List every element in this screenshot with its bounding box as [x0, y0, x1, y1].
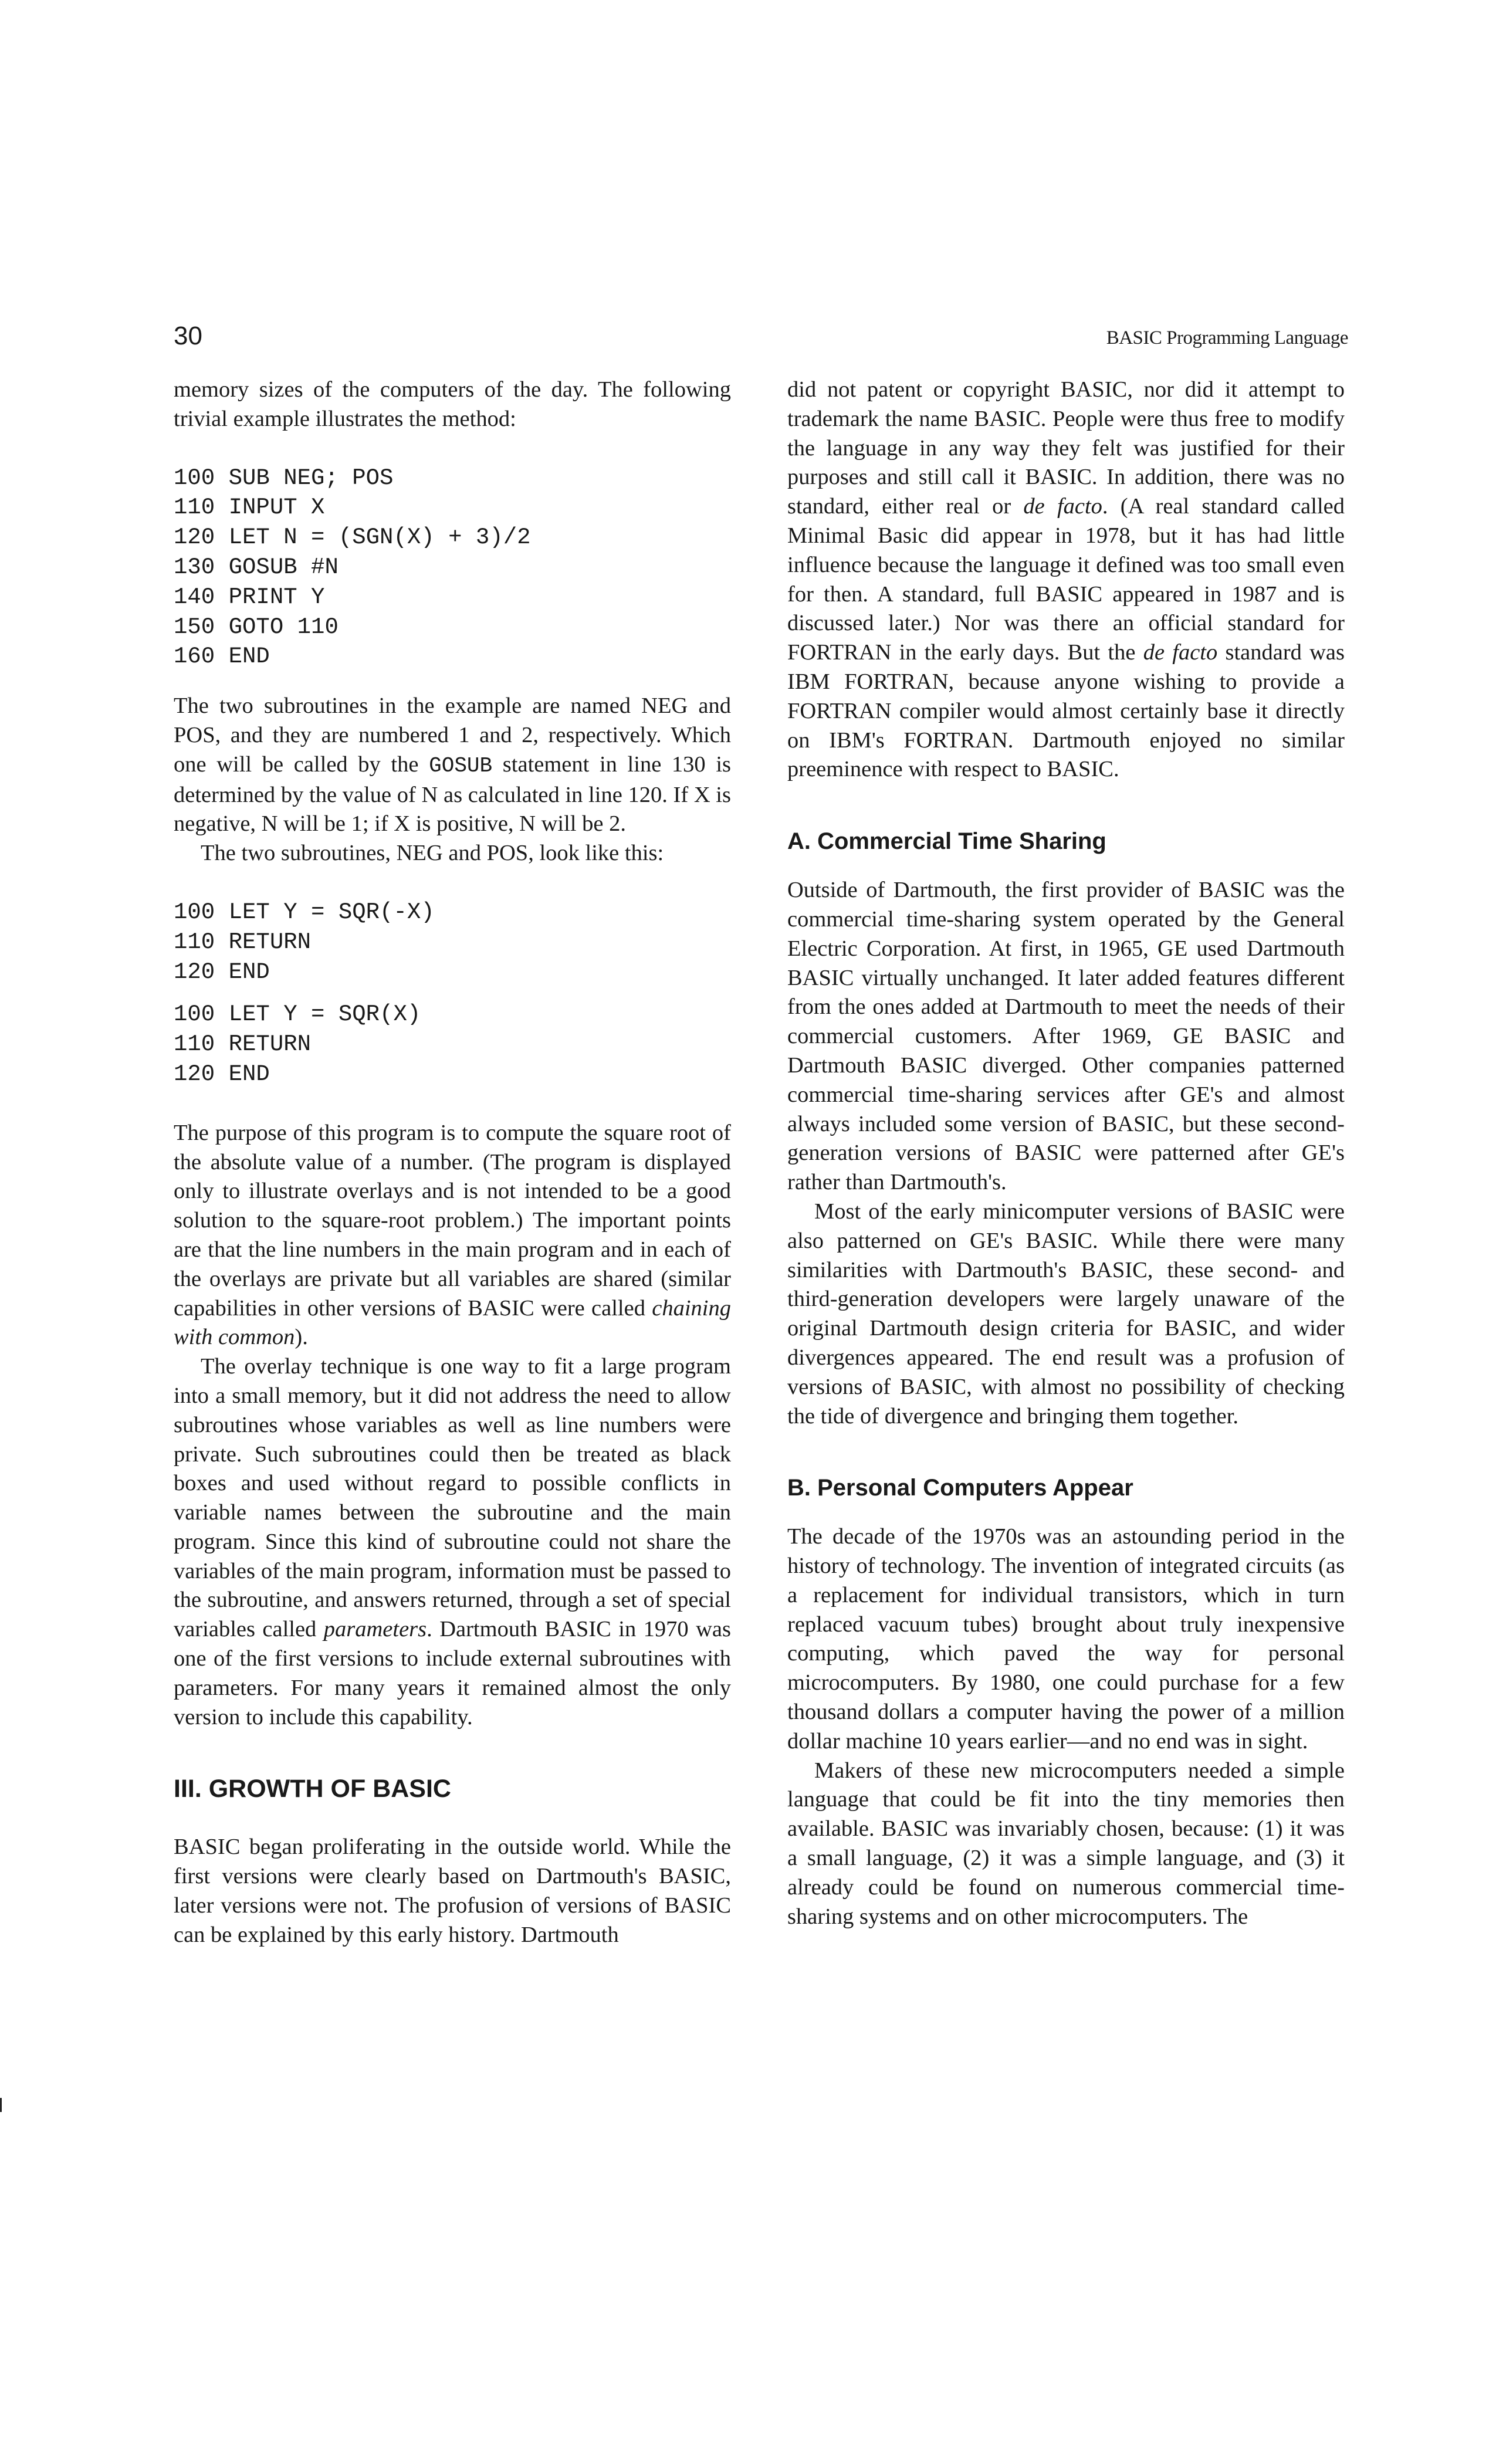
italic-term: chaining with common: [174, 1295, 731, 1350]
paragraph: The overlay technique is one way to fit a large program into a small memory, but it did not address the need to allow subroutines whose variables as well as line numbers were private. Such subroutines could then be treated as black boxes and used without regard to possible conflicts in variable names between the subroutine and the main program. Since this kind of subroutine could not share the variables of the main program, information must be passed to the subroutine, and answers returned, through a set of special variables called parameters. Dartmouth BASIC in 1970 was one of the first versions to include external subroutines with parameters. For many years it remained almost the only version to include this capability.: [174, 1354, 731, 1729]
subsection-heading: B. Personal Computers Appear: [787, 1475, 1133, 1501]
section-heading: III. GROWTH OF BASIC: [174, 1775, 451, 1803]
paragraph: Outside of Dartmouth, the first provider of BASIC was the commercial time-sharing system operated by the General Electric Corporation. At first, in 1965, GE used Dartmouth BASIC virtually unchanged. It later added features different from the ones added at Dartmouth to meet the needs of their commercial customers. After 1969, GE BASIC and Dartmouth BASIC diverged. Other companies patterned commercial time-sharing services after GE's and almost always included some version of BASIC, but these second-generation versions of BASIC were patterned after GE's rather than Dartmouth's.: [787, 878, 1345, 1195]
right-column: [787, 375, 1345, 1931]
code-line: 120 END: [174, 959, 270, 985]
code-line: 100 LET Y = SQR(X): [174, 1001, 421, 1028]
code-line: 140 PRINT Y: [174, 584, 325, 610]
paragraph: Most of the early minicomputer versions of BASIC were also patterned on GE's BASIC. While there were many similarities with Dartmouth's BASIC, these second- and third-generation developers were largely unaware of the original Dartmouth design criteria for BASIC, and wider divergences appeared. The end result was a profusion of versions of BASIC, with almost no possibility of checking the tide of divergence and bringing them together.: [787, 1199, 1345, 1429]
italic-term: de facto: [1143, 640, 1218, 665]
inline-code: GOSUB: [429, 753, 493, 778]
code-line: 130 GOSUB #N: [174, 554, 339, 580]
code-line: 120 LET N = (SGN(X) + 3)/2: [174, 524, 531, 551]
code-line: 100 LET Y = SQR(-X): [174, 899, 435, 925]
paragraph: memory sizes of the computers of the day. The following trivial example illustrates the method:: [174, 377, 731, 431]
code-line: 160 END: [174, 644, 270, 670]
paragraph: Makers of these new microcomputers needed a simple language that could be fit into the tiny memories then available. BASIC was invariably chosen, because: (1) it was a small language, (2) it was a simple language, and (3) it already could be found on numerous commercial time-sharing systems and on other microcomputers. The: [787, 1758, 1345, 1929]
paragraph: BASIC began proliferating in the outside world. While the first versions were clearly based on Dartmouth's BASIC, later versions were not. The profusion of versions of BASIC can be explained by this early history. Dartmouth: [174, 1835, 731, 1947]
code-listing-pos: [174, 1000, 731, 1089]
code-line: 150 GOTO 110: [174, 614, 339, 640]
italic-term: parameters: [323, 1617, 427, 1642]
italic-term: de facto: [1023, 494, 1102, 519]
code-line: 110 RETURN: [174, 1031, 312, 1058]
paragraph: The decade of the 1970s was an astounding period in the history of technology. The invention of integrated circuits (as a replacement for individual transistors, which in turn replaced vacuum tubes) brought about truly inexpensive computing, which paved the way for personal microcomputers. By 1980, one could purchase for a few thousand dollars a computer having the power of a million dollar machine 10 years earlier—and no end was in sight.: [787, 1524, 1345, 1754]
paragraph: The two subroutines, NEG and POS, look like this:: [201, 841, 664, 866]
code-line: 100 SUB NEG; POS: [174, 465, 394, 491]
code-listing-main: [174, 463, 731, 672]
code-line: 110 INPUT X: [174, 495, 325, 521]
code-line: 120 END: [174, 1061, 270, 1087]
page-number: 30: [174, 321, 202, 350]
paragraph: did not patent or copyright BASIC, nor did it attempt to trademark the name BASIC. People were thus free to modify the language in any way they felt was justified for their purposes and still call it BASIC. In addition, there was no standard, either real or de facto. (A real standard called Minimal Basic did appear in 1978, but it has had little influence because the language it defined was too small even for then. A standard, full BASIC appeared in 1987 and is discussed later.) Nor was there an official standard for FORTRAN in the early days. But the de facto standard was IBM FORTRAN, because anyone wishing to provide a FORTRAN compiler would almost certainly base it directly on IBM's FORTRAN. Dartmouth enjoyed no similar preeminence with respect to BASIC.: [787, 377, 1345, 782]
scan-edge-mark: [0, 2098, 2, 2112]
subsection-heading: A. Commercial Time Sharing: [787, 828, 1106, 855]
paragraph: The purpose of this program is to compute the square root of the absolute value of a number. (The program is displayed only to illustrate overlays and is not intended to be a good solution to the square-root problem.) The important points are that the line numbers in the main program and in each of the overlays are private but all variables are shared (similar capabilities in other versions of BASIC were called chaining with common).: [174, 1120, 731, 1350]
running-head: BASIC Programming Language: [1106, 327, 1348, 348]
code-line: 110 RETURN: [174, 929, 312, 955]
left-column: [174, 375, 731, 1950]
paragraph: The two subroutines in the example are named NEG and POS, and they are numbered 1 and 2, respectively. Which one will be called by the GOSUB statement in line 130 is determined by the value of N as calculated in line 120. If X is negative, N will be 1; if X is positive, N will be 2.: [174, 693, 732, 837]
code-listing-neg: [174, 898, 731, 987]
